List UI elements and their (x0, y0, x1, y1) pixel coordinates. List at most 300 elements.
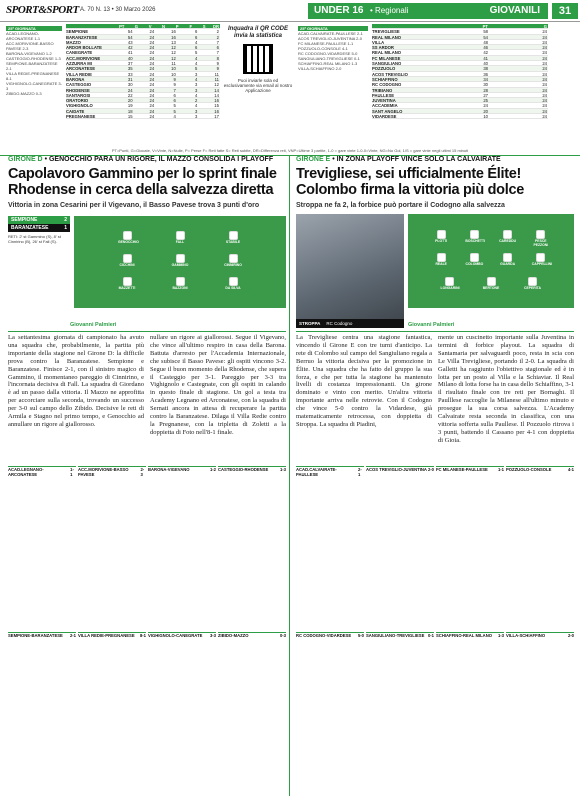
formation-player (171, 231, 189, 244)
match-report (218, 466, 286, 626)
formation-player (118, 231, 139, 244)
result-line: ZIBIDO-MAZZO 0-3 (6, 91, 42, 96)
result-line: ACC.MORIVIONE-BASSO PAVESE 2-3 (6, 41, 54, 51)
standings-cell: VIDARDESE (372, 114, 397, 120)
match-report-header (78, 632, 146, 639)
left-result-box (8, 216, 70, 244)
player-name: STABILE (225, 240, 241, 244)
standings-cell: 24 (149, 45, 155, 51)
standings-cell: 24 (542, 61, 547, 67)
formation-player (499, 230, 517, 243)
standings-cell: ACCADEMIA (372, 103, 398, 109)
player-name: LONGARINI (440, 285, 460, 290)
player-name: CAPPELLINI (531, 262, 552, 266)
standings-cell: 6 (173, 92, 176, 98)
standings-cell: 24 (149, 55, 155, 61)
standings-cell: 24 (542, 29, 547, 35)
shirt-icon (176, 231, 185, 240)
standings-header-cell: G (134, 24, 138, 29)
standings-cell: 24 (127, 87, 133, 93)
standings-cell: 24 (149, 39, 155, 45)
match-report-header (218, 466, 286, 473)
standings-cell: 54 (483, 34, 488, 40)
match-report (366, 466, 434, 626)
shirt-icon (123, 231, 132, 240)
standings-cell: 17 (214, 114, 219, 120)
shirt-icon (470, 253, 479, 262)
formation-player (441, 277, 459, 290)
match-report-title: VILLA REDIE-PREGNANESE (78, 633, 135, 638)
formation-player (118, 254, 136, 267)
match-report-score: 0-3 (279, 633, 286, 638)
section-title: GIOVANILI (489, 5, 540, 16)
shirt-icon (536, 230, 545, 239)
match-report-score: 1-1 (497, 467, 504, 472)
player-name: GAMMINO (171, 263, 189, 267)
standings-cell: CAIDATE (66, 108, 85, 114)
match-report-score: 3-3 (209, 633, 216, 638)
standings-cell: SS ARDOR (372, 45, 394, 51)
match-report-title: ACAD.LEGNANO-ARCONATESE (8, 467, 44, 477)
standings-cell: 12 (171, 50, 176, 56)
standings-cell: 20 (127, 98, 133, 104)
standings-table-right (372, 24, 548, 119)
standings-table-left (66, 24, 220, 119)
left-author: Giovanni Palmieri (70, 322, 117, 328)
standings-cell: 5 (195, 50, 198, 56)
match-report-header (506, 632, 574, 639)
standings-cell: 6 (195, 45, 198, 51)
standings-cell: 24 (542, 87, 547, 93)
match-report-title: BARONA-VIGEVANO (148, 467, 190, 472)
standings-cell: 2 (216, 29, 219, 35)
match-report-title: SEMPIONE-BARANZATESE (8, 633, 63, 638)
shirt-icon (437, 230, 446, 239)
standings-cell: 24 (542, 34, 547, 40)
standings-cell: 3 (195, 108, 198, 114)
standings-row (372, 114, 548, 119)
standings-cell: 30 (483, 82, 488, 88)
formation-player (465, 230, 483, 243)
standings-cell: 4 (195, 76, 198, 82)
match-report-header (148, 466, 216, 473)
standings-cell: 24 (542, 92, 547, 98)
match-report-score: 0-1 (427, 633, 434, 638)
girone-e-tag (296, 156, 501, 163)
shirt-icon (123, 254, 132, 263)
match-report-score: 5-0 (357, 633, 364, 638)
standings-cell: 9 (216, 66, 219, 72)
standings-cell: REAL MILANO (372, 34, 402, 40)
standings-cell: 16 (171, 29, 176, 35)
standings-cell: 24 (149, 114, 155, 120)
shirt-icon (470, 230, 479, 239)
standings-cell: 4 (195, 55, 198, 61)
match-report-score: 1-1 (70, 467, 74, 477)
newspaper-logo: SPORT&SPORT (6, 4, 79, 16)
formation-player (432, 230, 450, 243)
standings-cell: 2 (195, 98, 198, 104)
standings-cell: 24 (149, 61, 155, 67)
standings-cell: 34 (483, 76, 488, 82)
standings-cell: 24 (149, 34, 155, 40)
standings-cell: 9 (216, 61, 219, 67)
formation-player (224, 254, 242, 267)
standings-cell: 40 (483, 61, 488, 67)
standings-cell: ORATORIO (66, 98, 89, 104)
left-headline: Capolavoro Gammino per lo sprint finale Rhodense in cerca della salvezza diretta (8, 166, 277, 198)
standings-cell: 43 (127, 39, 133, 45)
standings-cell: 24 (542, 103, 547, 109)
standings-cell: SANT ANGELO (372, 108, 403, 114)
player-name: CAREDDU (499, 238, 517, 243)
standings-cell: 41 (127, 50, 133, 56)
standings-cell: PREGNANESE (66, 114, 96, 120)
match-report-title: RC CODOGNO-VIDARDESE (296, 633, 352, 638)
standings-cell: 24 (542, 55, 547, 61)
standings-cell: BARANZATESE (66, 34, 98, 40)
result-home-score: 2 (64, 217, 67, 223)
standings-cell: 24 (149, 66, 155, 72)
result-line: SEMPIONE-BARANZATESE 2-1 (6, 61, 58, 71)
match-report (8, 466, 76, 626)
match-report-score: 2-1 (358, 467, 362, 477)
girone-d-kicker: • GENOCCHIO PARA UN RIGORE, IL MAZZO CONSOLIDA I PLAYOFF (44, 156, 274, 163)
standings-cell: 24 (149, 103, 155, 109)
qr-code-icon[interactable] (243, 44, 273, 74)
left-divider (8, 331, 286, 332)
standings-cell: 24 (149, 71, 155, 77)
formation-player (171, 277, 189, 290)
match-report (78, 632, 146, 792)
standings-cell: 13 (171, 39, 176, 45)
player-name: PESCE PEZZONI (533, 238, 549, 247)
standings-cell: 24 (542, 50, 547, 56)
match-report-header (436, 632, 504, 639)
formation-player (524, 277, 542, 290)
results-box-head: 25ª GIORNATA (6, 26, 62, 31)
standings-cell: 37 (127, 61, 133, 67)
player-name: COLOMBO (465, 262, 484, 266)
player-name: BAZZONI (172, 286, 188, 290)
standings-legend: PT=Punti, G=Giocate, V=Vinte, N=Nulle, P= Perse F= Reti fatte S= Reti subite, DR=Differenza reti, VNP=Ultime 3 partite, 1-0 = gare vinte 1-0-0=Vinte, NG=No Gol, 1/S = gare vinte negli ultimi 15 minuti (0, 148, 580, 156)
result-line: VILLA REDIE-PREGNANESE 8-1 (6, 71, 60, 81)
shirt-icon (176, 254, 185, 263)
standings-cell: VIGHIGNOLO (66, 103, 93, 109)
match-report-header (436, 466, 504, 473)
result-line: BARONA-VIGEVANO 1-2 (6, 51, 52, 56)
match-report (506, 466, 574, 626)
standings-cell: 11 (214, 76, 219, 82)
standings-cell: 3 (195, 82, 198, 88)
match-report-header (506, 466, 574, 473)
shirt-icon (528, 277, 537, 286)
standings-cell: 14 (214, 87, 219, 93)
formation-player (532, 253, 550, 266)
standings-cell: VILLA (372, 39, 385, 45)
standings-cell: 24 (149, 76, 155, 82)
formation-player (118, 277, 136, 290)
result-away: BARANZATESE (11, 225, 49, 231)
girone-e-label: GIRONE E (296, 156, 331, 163)
standings-cell: 24 (149, 92, 155, 98)
player-name: FALL (175, 240, 185, 244)
formation-player (482, 277, 500, 290)
section-sub: • Regionali (370, 6, 409, 15)
photo-caption (296, 319, 404, 328)
standings-cell: 24 (542, 114, 547, 120)
formation-player (499, 253, 517, 266)
standings-header-cell: PT (119, 24, 125, 29)
left-subhead: Vittoria in zona Cesarini per il Vigevano, il Basso Pavese trova 3 punti d'oro (8, 202, 260, 209)
player-name: MAZZETTI (118, 286, 136, 290)
standings-cell: RHODENSE (66, 87, 90, 93)
match-report-score: 4-1 (567, 467, 574, 472)
qr-promo (222, 26, 294, 116)
result-line: FC MILANESE-PAULLESE 1-1 (298, 41, 354, 46)
standings-cell: 24 (149, 108, 155, 114)
standings-cell: 24 (149, 87, 155, 93)
standings-cell: CASTEGGIO (66, 82, 92, 88)
match-report-title: ACC.MORIVIONE-BASSO PAVESE (78, 467, 129, 477)
player-name: PLOTTI (435, 238, 448, 243)
standings-cell: 24 (542, 71, 547, 77)
result-line: RC CODOGNO-VIDARDESE 5-0 (298, 51, 358, 56)
standings-cell: 36 (483, 71, 488, 77)
standings-cell: 24 (542, 45, 547, 51)
standings-cell: 6 (195, 29, 198, 35)
shirt-icon (123, 277, 132, 286)
standings-cell: 19 (127, 103, 133, 109)
match-report-header (148, 632, 216, 639)
match-report-score: 8-1 (139, 633, 146, 638)
match-report-score: 1-2 (209, 467, 216, 472)
standings-cell: SCHIAFFINO (372, 76, 398, 82)
standings-cell: 41 (483, 55, 488, 61)
standings-cell: 10 (483, 114, 488, 120)
match-report-header (8, 466, 76, 477)
standings-cell: 7 (216, 39, 219, 45)
match-report-score: 1-3 (497, 633, 504, 638)
standings-cell: 6 (216, 45, 219, 51)
results-box-head-right: 25ª GIORNATA (298, 26, 368, 31)
formation-player (465, 253, 483, 266)
match-report (148, 632, 216, 792)
standings-cell: 48 (483, 39, 488, 45)
photo-caption-team: RC Codogno (326, 321, 353, 326)
shirt-icon (503, 253, 512, 262)
photo-caption-name: STROPPA (299, 321, 321, 326)
standings-cell: 31 (127, 76, 133, 82)
girone-d-label: GIRONE D (8, 156, 43, 163)
match-report-title: CASTEGGIO-RHODENSE (218, 467, 269, 472)
standings-cell: 24 (483, 103, 488, 109)
page-number: 31 (552, 3, 578, 19)
standings-cell: JUVENTINA (372, 98, 396, 104)
left-formation-pitch (74, 216, 286, 308)
player-name: DA SILVA (225, 286, 241, 290)
standings-header-cell: G (543, 24, 547, 29)
right-headline: Trevigliese, sei ufficialmente Élite! Colombo firma la vittoria più dolce (296, 166, 524, 198)
match-report (8, 632, 76, 792)
qr-text: Puoi inviarle sola ed esclusivamente via email al nostro Applicazione (223, 78, 293, 93)
right-formation-pitch (408, 214, 574, 308)
result-line: ACOS TREVIGLIO-JUVENTINA 2-0 (298, 36, 362, 41)
standings-header-cell: F (189, 24, 192, 29)
left-body-2: nullare un rigore ai giallorossi. Segue il Vigevano, che vince all'ultimo respiro in casa della Barona. Battuta d'arresto per l'Accademia Internazionale, che subisce il Basso Pavese: gli ospiti vincono 3-2. Segue il buon momento della Rhodense, che supera il Casteggio per 3-1. Pareggio per 3-3 tra Vighignolo e Castegnate, con gli ospiti in calando in questo finale di stagione. Un gol a testa tra Academy Legnano ed Arconatese, con la squadra di Sernati ancora in attesa di recuperare la partita contro la Baranzatese. Dilaga il Villa Redie contro la Pregnanese, con la tripletta di Zoletti a la doppietta di Foto nell'8-1 finale. (150, 334, 286, 436)
standings-cell: 24 (542, 108, 547, 114)
section-banner (308, 3, 548, 19)
match-report-score: 1-3 (279, 467, 286, 472)
standings-cell: 3 (195, 71, 198, 77)
girone-e-kicker: • IN ZONA PLAYOFF VINCE SOLO LA CALVAIRATE (332, 156, 501, 163)
standings-cell: 35 (127, 66, 133, 72)
standings-cell: 24 (149, 98, 155, 104)
results-box-right (298, 26, 368, 144)
top-bar (0, 0, 580, 22)
right-body-1: La Trevigliese centra una stagione fantastica, vincendo il Girone E con tre turni d'anticipo. La rete di Colombo sul campo del Sangiuliano regala a Berruo la vittoria decisiva per la promozione in Élite. Una squadra che ha fatto del gruppo la sua forza, e che per tutta la stagione ha mantenuto livelli di costanza impressionanti. Un girone dominato e vinto con merito. Un'altra vittoria importante arriva nelle retrovie. Con il Codogno che vince 5-0 contro la Vidardese, già matematicamente retrocessa, con doppietta di Stroppa. La squadra di Piadini, (296, 334, 432, 428)
match-report (506, 632, 574, 792)
standings-cell: 25 (483, 98, 488, 104)
standings-cell: 4 (195, 103, 198, 109)
standings-cell: 10 (171, 71, 176, 77)
match-report (436, 466, 504, 626)
match-report-title: ACAD.CALVAIRATE-PAULLESE (296, 467, 337, 477)
standings-row (66, 114, 220, 119)
standings-cell: ARCONATESE (66, 66, 96, 72)
shirt-icon (229, 254, 238, 263)
standings-cell: SANGIULIANO (372, 61, 402, 67)
standings-cell: REAL MILANO (372, 50, 402, 56)
result-line: POZZUOLO-CONSOLE 4-1 (298, 46, 348, 51)
player-name: REALE (435, 262, 447, 266)
standings-header-cell: DR (212, 24, 219, 29)
match-report-header (366, 632, 434, 639)
match-report-title: SANGIULIANO-TREVIGLIESE (366, 633, 425, 638)
match-report (436, 632, 504, 792)
result-line: SCHIAFFINO-REAL MILANO 1-3 (298, 61, 358, 66)
match-report-header (78, 466, 146, 477)
standings-cell: 24 (149, 82, 155, 88)
result-line: ACAD.CALVAIRATE-PAULLESE 2-1 (298, 31, 363, 36)
player-name: GENOCCHIO (118, 240, 139, 244)
match-report (366, 632, 434, 792)
standings-cell: ARDOR BOLLATE (66, 45, 102, 51)
shirt-icon (536, 253, 545, 262)
results-box-left (6, 26, 62, 144)
standings-cell: 7 (173, 87, 176, 93)
shirt-icon (503, 230, 512, 239)
match-report-score: 2-1 (69, 633, 76, 638)
match-report-header (366, 466, 434, 473)
standings-cell: 24 (542, 76, 547, 82)
match-report-title: ZIBIDO-MAZZO (218, 633, 249, 638)
standings-cell: 6 (173, 98, 176, 104)
standings-cell: 18 (127, 108, 133, 114)
standings-header-cell: P (175, 24, 179, 29)
standings-cell: FC MILANESE (372, 55, 401, 61)
standings-cell: 33 (127, 71, 133, 77)
standings-cell: 11 (214, 71, 219, 77)
match-report (296, 466, 364, 626)
result-home-row (8, 216, 70, 224)
match-report-title: VIGHIGNOLO-CANEGRATE (148, 633, 203, 638)
standings-cell: 4 (195, 39, 198, 45)
player-name: CICCHINI (119, 263, 135, 267)
standings-cell: 12 (171, 55, 176, 61)
match-report-title: VILLA-SCHIAFFINO (506, 633, 546, 638)
standings-cell: 24 (542, 98, 547, 104)
standings-cell: 24 (149, 29, 155, 35)
match-report (78, 466, 146, 626)
standings-cell: 58 (483, 29, 488, 35)
standings-cell: ACC.MORIVIONE (66, 55, 101, 61)
standings-cell: 4 (195, 92, 198, 98)
standings-cell: 6 (195, 34, 198, 40)
result-away-score: 1 (64, 225, 67, 231)
right-author: Giovanni Palmieri (408, 322, 455, 328)
standings-cell: ACOS TREVIGLIO (372, 71, 408, 77)
right-body-2: mente un cuscinetto importante sulla Juventina in termini di forbice playout. La squadra di Santamaria per salvaguardi poco, resta in scia con Le Villa Trevigliese, portando il 2-0. La squadra di Galletti ha raggiunto l'obiettivo stagionale ed è in lotta per un posto al Villa e la Schiaviar. Il Real Milano di lotta forse ha in casa dello Schiaffino, 3-1 il risultato finale con tre reti per Bornaghi. Il Paulllese raccoglie la Milanese all'ultimo minuto e prosegue la sua corsa salvezza. L'Academy Calvairate resta seconda in classifica, con una vittoria sofferta sulla Paullese. Il Pozzuolo ritrova i 3 punti, battendo il Cassano per 4-1 con doppietta di Gioia. (438, 334, 574, 444)
match-report-score: 2-3 (140, 467, 145, 477)
player-name: CEPERITA (524, 285, 541, 290)
shirt-icon (229, 277, 238, 286)
standings-cell: 28 (483, 87, 488, 93)
right-subhead: Stroppa ne fa 2, la forbice può portare il Codogno alla salvezza (296, 202, 505, 209)
standings-cell: TREVIGLIESE (372, 29, 400, 35)
standings-header-cell (66, 24, 112, 28)
match-report-header (8, 632, 76, 639)
result-home: SEMPIONE (11, 217, 38, 223)
standings-cell: 42 (127, 45, 133, 51)
standings-header-cell: V (148, 24, 152, 29)
standings-cell: RC CODOGNO (372, 82, 402, 88)
standings-cell: CANEGRATE (66, 50, 93, 56)
result-line: VILLA-SCHIAFFINO 2-0 (298, 66, 342, 71)
match-report-title: ACOS TREVIGLIO-JUVENTINA (366, 467, 427, 472)
match-report (296, 632, 364, 792)
standings-cell: 16 (171, 34, 176, 40)
match-report-score: 2-0 (567, 633, 574, 638)
player-name: BERTONE (482, 285, 500, 290)
standings-cell: 16 (214, 98, 219, 104)
standings-cell: 24 (542, 39, 547, 45)
standings-cell: 22 (127, 92, 133, 98)
girone-d-tag (8, 156, 273, 163)
qr-title: Inquadra il QR CODE invia la statistica (227, 26, 288, 39)
formation-player (224, 277, 242, 290)
result-line: VIGHIGNOLO-CANEGRATE 3-3 (6, 81, 62, 91)
standings-header-cell (372, 24, 430, 28)
result-away-row (8, 224, 70, 232)
player-name: CINNIRINO (224, 263, 242, 267)
standings-cell: 2 (216, 34, 219, 40)
result-line: CASTEGGIO-RHODENSE 1-3 (6, 56, 61, 61)
standings-cell: 5 (173, 108, 176, 114)
standings-cell: 3 (195, 87, 198, 93)
formation-player (432, 253, 450, 266)
shirt-icon (229, 231, 238, 240)
match-report-title: FC MILANESE-PAULLESE (436, 467, 488, 472)
standings-cell: 4 (173, 114, 176, 120)
standings-cell: 15 (127, 114, 133, 120)
standings-cell: 14 (214, 92, 219, 98)
match-report-title: SCHIAFFINO-REAL MILANO (436, 633, 492, 638)
standings-cell: AZZURRA MI (66, 61, 92, 67)
standings-cell: 24 (542, 66, 547, 72)
standings-cell: POZZUOLO (372, 66, 396, 72)
standings-cell: VILLA REDIE (66, 71, 92, 77)
